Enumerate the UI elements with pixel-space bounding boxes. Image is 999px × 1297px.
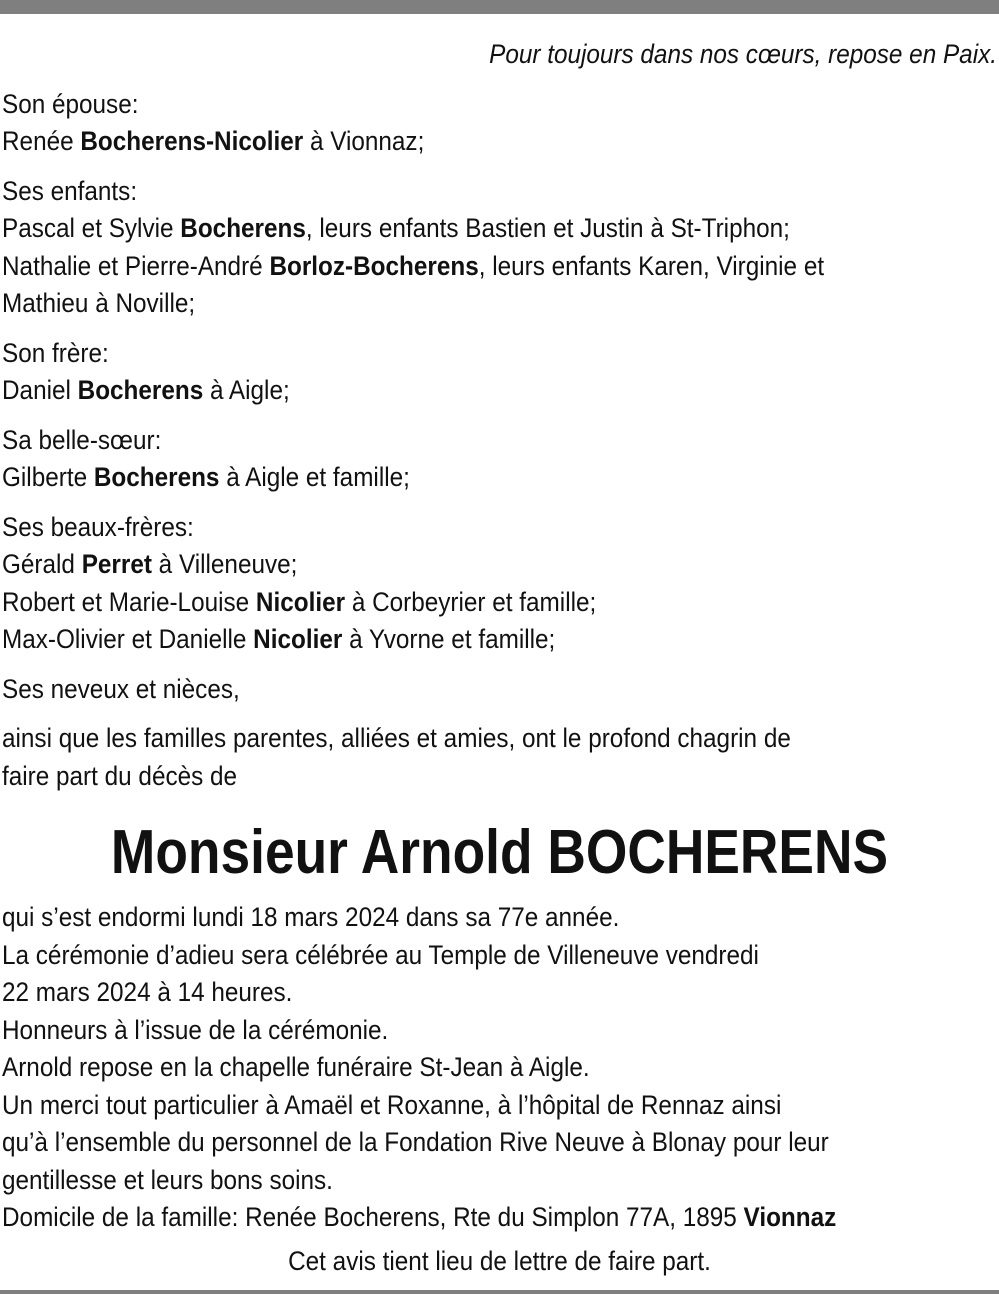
family-member-line [2,210,898,248]
obituary-notice [2,36,997,1280]
family-member-line [2,285,898,323]
family-group-label: Son épouse: [2,88,139,119]
detail-line: 22 mars 2024 à 14 heures. [2,977,293,1007]
family-group-label: Sa belle-sœur: [2,424,162,455]
detail-line: gentillesse et leurs bons soins. [2,1164,333,1195]
motto: Pour toujours dans nos cœurs, repose en Paix. [489,39,997,69]
member-pre: Pascal et Sylvie [2,213,181,243]
detail-line: qu’à l’ensemble du personnel de la Fondation Rive Neuve à Blonay pour leur [2,1127,829,1157]
family-member-line [2,546,898,584]
family-member-line [2,621,898,659]
member-surname: Nicolier [253,624,343,654]
closing-note: Cet avis tient lieu de lettre de faire part. [288,1245,711,1276]
family-member-line [2,584,898,622]
domicile-line [2,1199,898,1237]
member-surname: Nicolier [255,586,346,617]
detail-line: Un merci tout particulier à Amaël et Roxanne, à l’hôpital de Rennaz ainsi [2,1089,782,1120]
member-surname: Bocherens-Nicolier [80,126,304,156]
member-post: à Villeneuve; [151,549,298,579]
detail-line: qui s’est endormi lundi 18 mars 2024 dans sa 77e année. [2,902,620,932]
member-pre: Robert et Marie-Louise [2,586,256,617]
member-pre: Nathalie et Pierre-André [2,250,270,281]
member-surname: Borloz-Bocherens [269,250,479,281]
member-pre: Renée [2,126,81,156]
member-post: , leurs enfants Bastien et Justin à St-Triphon; [305,213,790,243]
domicile-text: Domicile de la famille: Renée Bocherens, Rte du Simplon 77A, 1895 [2,1202,744,1232]
member-post: à Vionnaz; [303,126,425,156]
detail-line: Honneurs à l’issue de la cérémonie. [2,1014,389,1045]
member-pre: Gilberte [2,462,94,492]
family-group [2,86,997,161]
nephews-line: Ses neveux et nièces, [2,673,240,704]
family-member-line [2,123,898,161]
details-paragraph [2,899,997,1237]
family-list [2,86,997,659]
member-pre: Gérald [2,549,82,579]
member-post: à Corbeyrier et famille; [345,586,597,617]
member-pre: Mathieu à Noville; [2,288,196,318]
member-post: , leurs enfants Karen, Virginie et [478,250,825,281]
family-group [2,422,997,497]
member-surname: Bocherens [180,213,306,243]
member-pre: Daniel [2,375,78,405]
detail-line: La cérémonie d’adieu sera célébrée au Temple de Villeneuve vendredi [2,939,759,970]
family-member-line [2,459,898,497]
family-group [2,509,997,659]
intro-line: faire part du décès de [2,760,238,791]
intro-paragraph [2,720,997,795]
family-member-line [2,372,898,410]
member-surname: Bocherens [93,462,220,492]
deceased-name: Monsieur Arnold BOCHERENS [110,818,889,887]
bottom-rule [0,1290,999,1294]
family-group [2,173,997,323]
member-post: à Yvorne et famille; [342,624,556,654]
family-group [2,335,997,410]
detail-line: Arnold repose en la chapelle funéraire St-Jean à Aigle. [2,1052,590,1082]
family-group-label: Ses beaux-frères: [2,511,194,542]
member-post: à Aigle et famille; [219,462,410,492]
family-member-line [2,248,898,286]
member-surname: Perret [81,549,152,579]
top-rule [0,0,999,14]
member-post: à Aigle; [203,375,290,405]
domicile-place: Vionnaz [743,1202,837,1232]
family-group-label: Ses enfants: [2,175,138,206]
family-group-label: Son frère: [2,337,109,368]
intro-line: ainsi que les familles parentes, alliées et amies, ont le profond chagrin de [2,723,791,753]
member-surname: Bocherens [77,375,204,405]
member-pre: Max-Olivier et Danielle [2,624,254,654]
